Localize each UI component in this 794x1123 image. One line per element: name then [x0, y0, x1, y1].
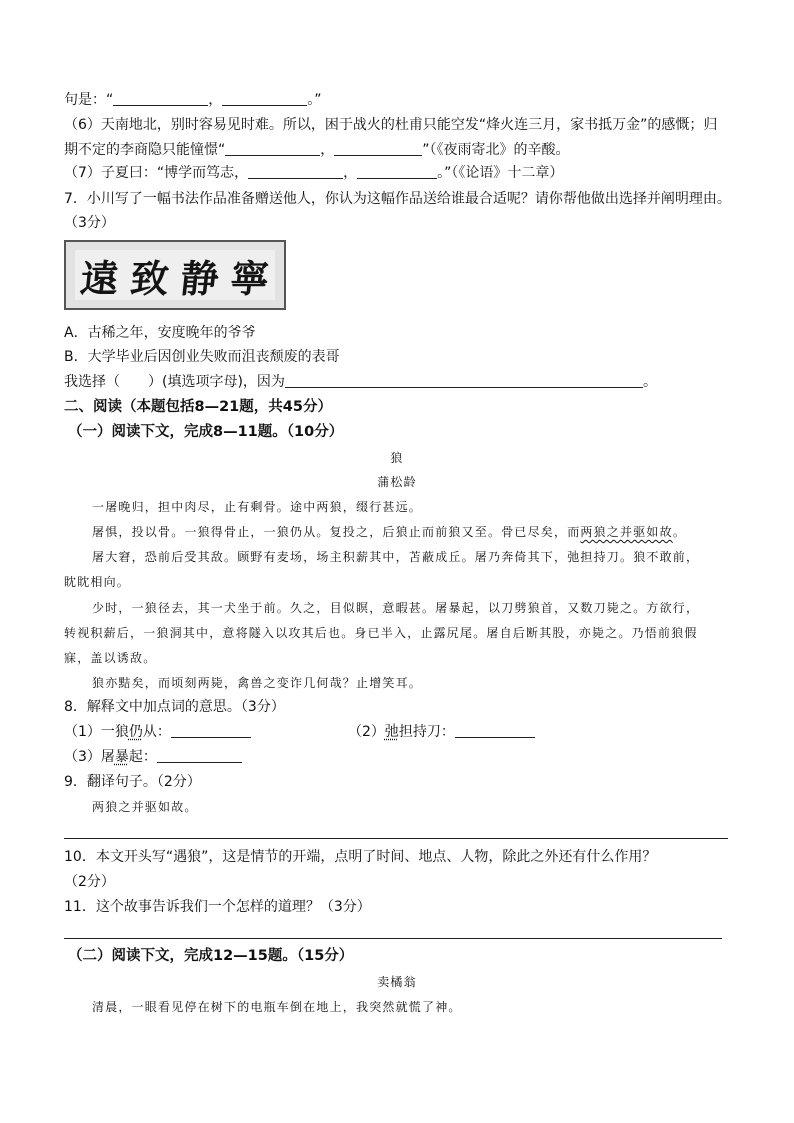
answer-blank[interactable]	[357, 164, 437, 179]
wavy-underlined-sentence: 两狼之并驱如故	[580, 525, 673, 539]
passage-1-para-3: 屠大窘，恐前后受其敌。顾野有麦场，场主积薪其中，苫蔽成丘。屠乃奔倚其下，弛担持刀。狼不敢前，	[92, 550, 700, 564]
calligraphy-char: 寧	[228, 255, 272, 301]
answer-blank[interactable]	[248, 164, 343, 179]
calligraphy-char: 致	[128, 255, 172, 301]
calligraphy-char: 静	[178, 255, 222, 301]
passage-1-author: 蒲松龄	[377, 475, 417, 489]
answer-line[interactable]	[64, 938, 722, 939]
answer-blank[interactable]	[171, 723, 251, 738]
answer-blank[interactable]	[157, 748, 242, 763]
question-7-score: （3分）	[64, 215, 115, 231]
dotted-word: 仍	[128, 724, 143, 740]
option-a: A．古稀之年，安度晚年的爷爷	[64, 325, 256, 341]
question-10-score: （2分）	[64, 874, 115, 890]
part-1-heading: （一）阅读下文，完成8—11题。（10分）	[68, 424, 344, 440]
passage-1-para-5: 狼亦黠矣，而顷刻两毙，禽兽之变诈几何哉？止增笑耳。	[92, 676, 423, 690]
passage-1-para-2: 屠惧，投以骨。一狼得骨止，一狼仍从。复投之，后狼止而前狼又至。骨已尽矣，而两狼之并驱如故。	[92, 525, 687, 539]
question-8-2: （2）弛担持刀：	[348, 722, 535, 742]
choice-line: 我选择（ ）(填选项字母)，因为 。	[64, 374, 657, 390]
question-9: 9．翻译句子。（2分）	[64, 774, 201, 790]
passage-1-para-3-cont: 眈眈相向。	[64, 575, 131, 589]
answer-line[interactable]	[64, 838, 728, 839]
section-2-heading: 二、阅读（本题包括8—21题，共45分）	[64, 399, 332, 415]
question-10: 10．本文开头写“遇狼”，这是情节的开端，点明了时间、地点、人物，除此之外还有什么作用？	[64, 849, 657, 865]
passage-1-para-4: 少时，一狼径去，其一犬坐于前。久之，目似瞑，意暇甚。屠暴起，以刀劈狼首，又数刀毙之。方欲行，	[92, 601, 700, 615]
poem-fill-line-6: （6）天南地北，别时容易见时难。所以，困于战火的杜甫只能空发“烽火连三月，家书抵万金”的感慨；归	[64, 117, 718, 133]
answer-blank[interactable]	[113, 91, 208, 106]
answer-blank[interactable]	[222, 91, 307, 106]
dotted-word: 弛	[384, 724, 399, 740]
passage-2-para-1: 清晨，一眼看见停在树下的电瓶车倒在地上，我突然就慌了神。	[92, 1000, 462, 1014]
question-11: 11．这个故事告诉我们一个怎样的道理？（3分）	[64, 899, 371, 915]
poem-fill-line-7: （7）子夏曰：“博学而笃志， ， 。”（《论语》十二章）	[64, 165, 564, 181]
calligraphy-image	[64, 240, 286, 310]
calligraphy-char: 遠	[78, 255, 122, 301]
question-8: 8．解释文中加点词的意思。（3分）	[64, 699, 285, 715]
question-8-3: （3）屠暴起：	[64, 747, 242, 767]
answer-blank[interactable]	[334, 141, 422, 156]
passage-1-title: 狼	[390, 451, 404, 465]
dotted-word: 暴	[114, 749, 129, 765]
answer-blank[interactable]	[455, 723, 535, 738]
passage-1-para-4-cont: 转视积薪后，一狼洞其中，意将隧入以攻其后也。身已半入，止露尻尾。屠自后断其股，亦毙之。乃悟前狼假	[64, 626, 698, 640]
passage-2-title: 卖橘翁	[377, 975, 417, 989]
poem-fill-line-5: 句是：“ ， 。”	[64, 92, 322, 108]
question-7: 7．小川写了一幅书法作品准备赠送他人，你认为这幅作品送给谁最合适呢？请你帮他做出选择并阐明理由。	[64, 191, 731, 207]
passage-1-para-1: 一屠晚归，担中肉尽，止有剩骨。途中两狼，缀行甚远。	[92, 500, 423, 514]
option-b: B．大学毕业后因创业失败而沮丧颓废的表哥	[64, 349, 340, 365]
answer-blank[interactable]	[225, 141, 320, 156]
passage-1-para-4-end: 寐，盖以诱敌。	[64, 651, 157, 665]
poem-fill-line-6b: 期不定的李商隐只能憧憬“ ， ”（《夜雨寄北》的辛酸。	[64, 142, 570, 158]
answer-blank[interactable]	[285, 373, 643, 388]
part-2-heading: （二）阅读下文，完成12—15题。（15分）	[68, 948, 354, 964]
question-8-1: （1）一狼仍从：	[64, 722, 251, 742]
question-9-sentence: 两狼之并驱如故。	[92, 800, 198, 814]
